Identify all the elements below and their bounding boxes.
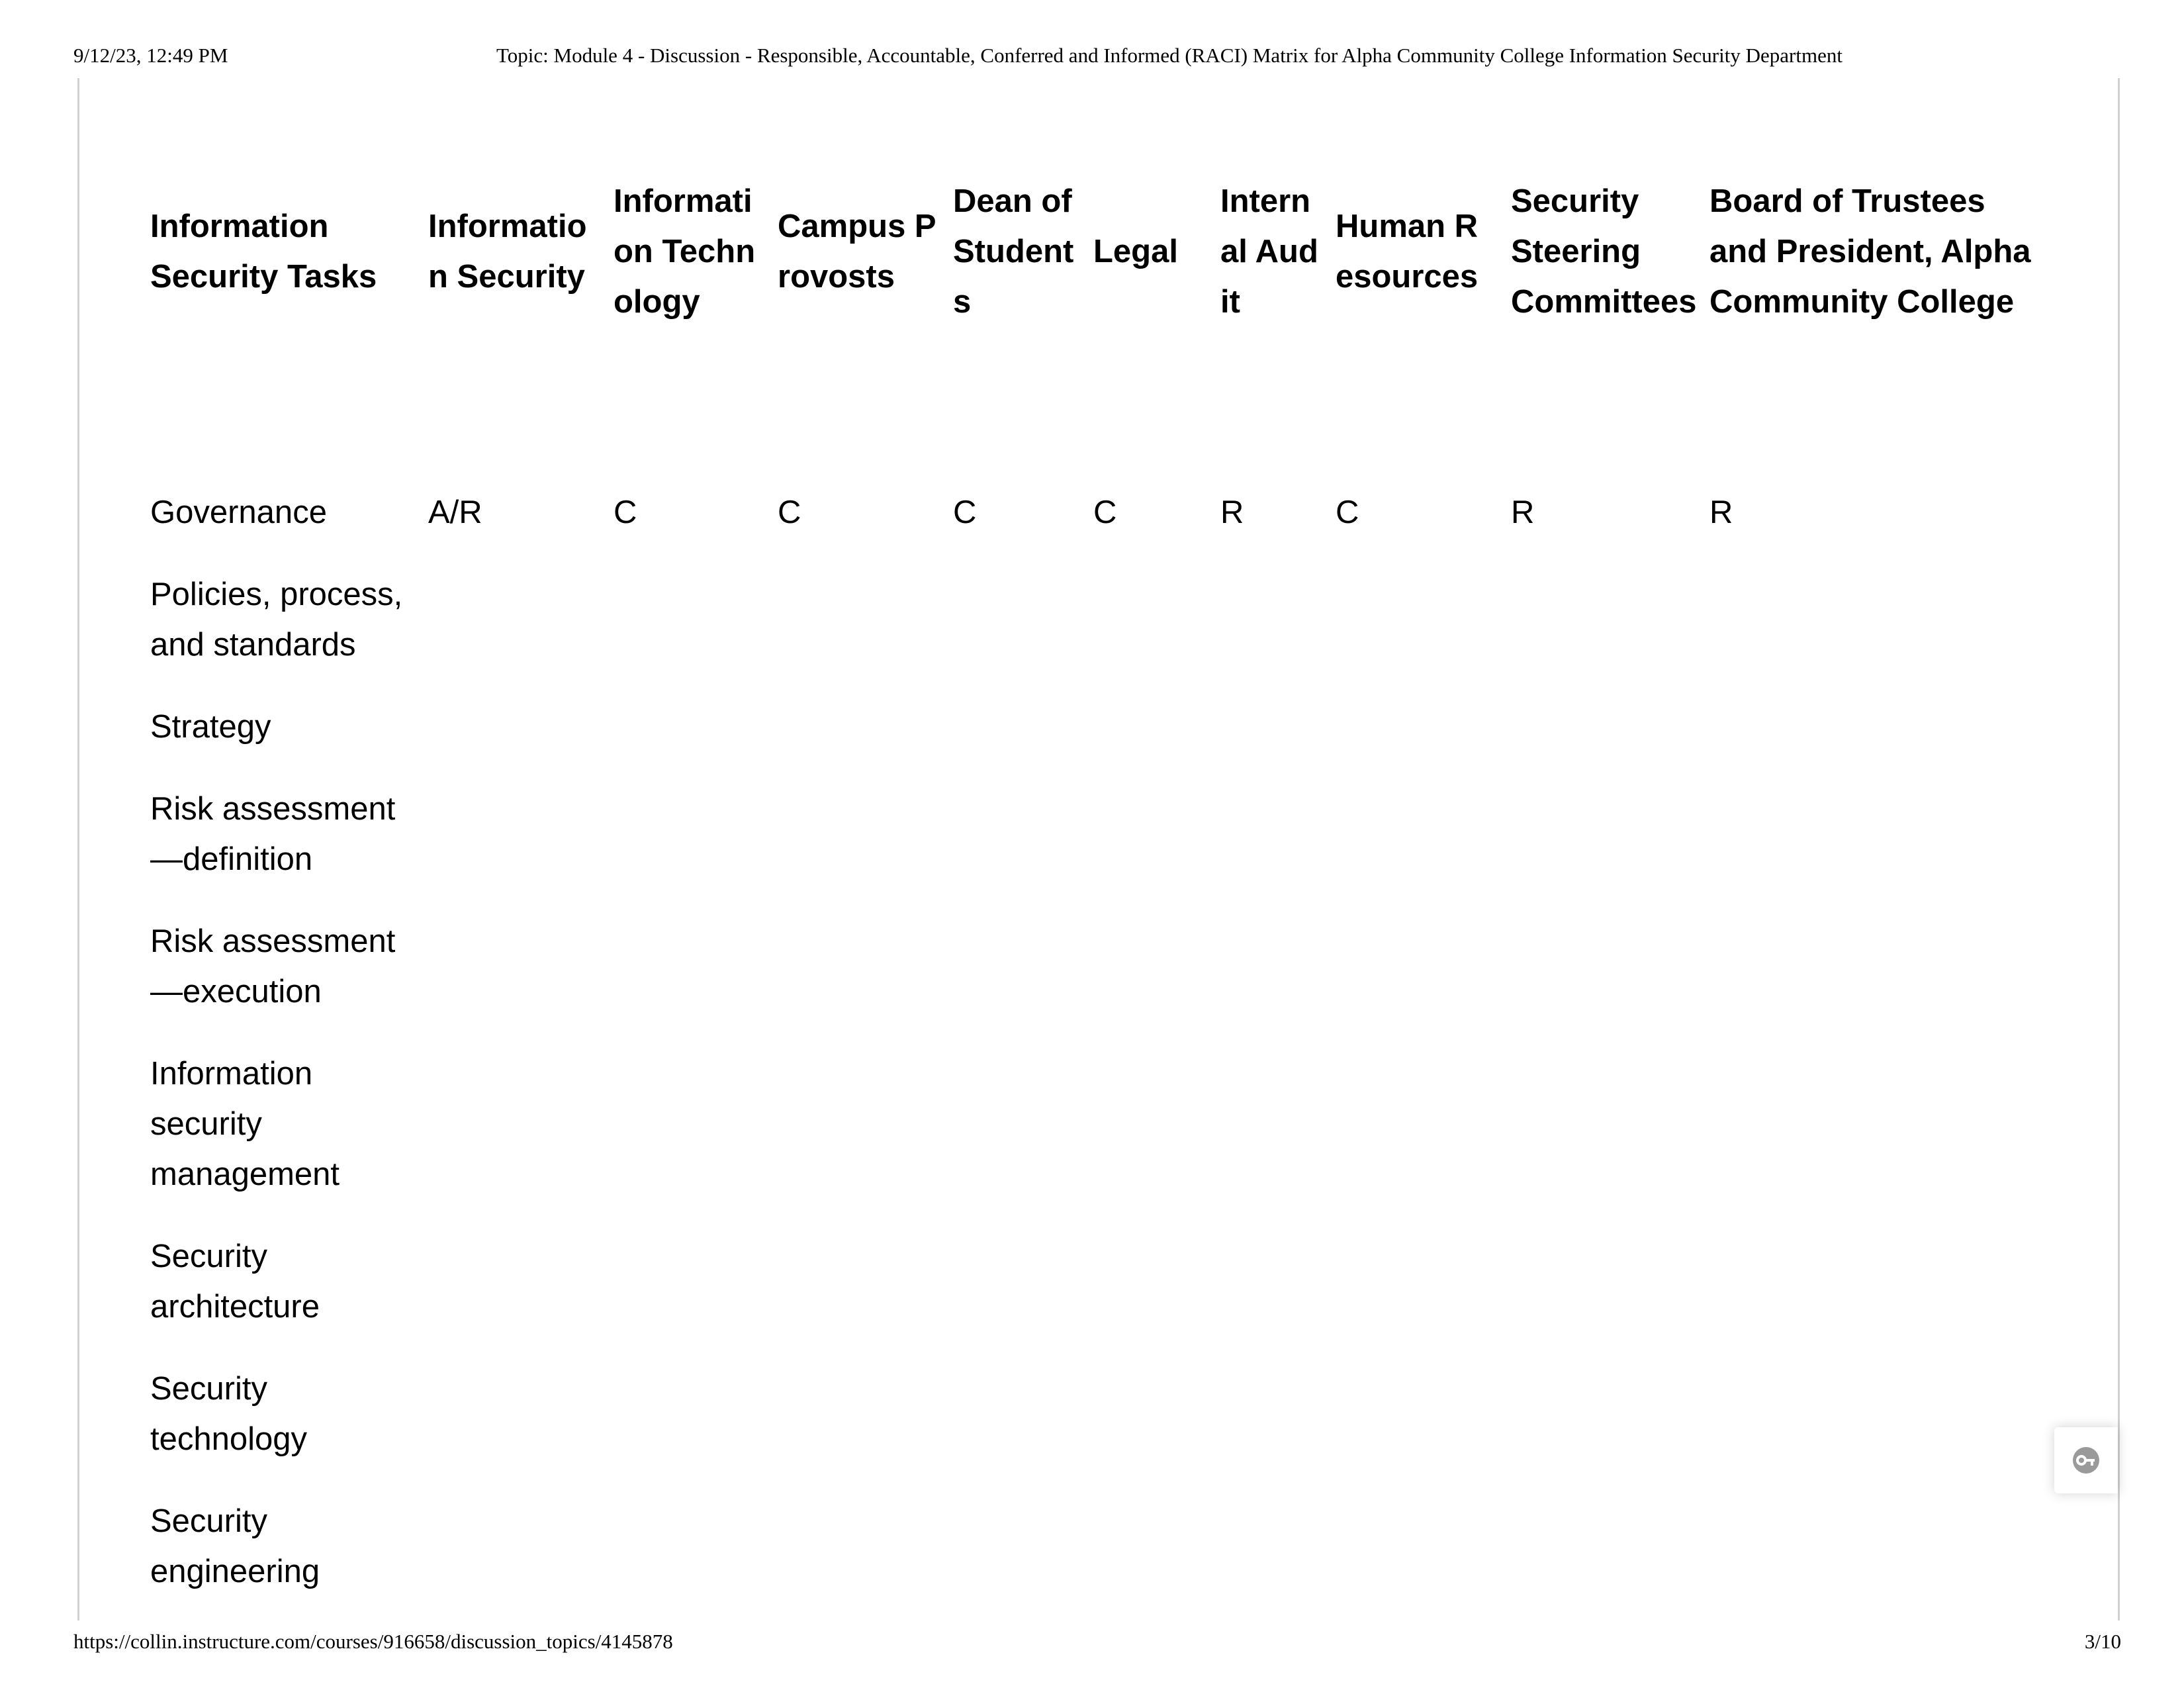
raci-cell bbox=[1328, 686, 1503, 768]
raci-cell bbox=[1212, 1215, 1328, 1348]
raci-cell bbox=[1212, 553, 1328, 686]
raci-cell bbox=[770, 1480, 945, 1613]
table-row bbox=[142, 1348, 2042, 1480]
table-row bbox=[142, 1480, 2042, 1613]
print-datetime: 9/12/23, 12:49 PM bbox=[73, 44, 228, 67]
raci-cell bbox=[1085, 900, 1212, 1033]
raci-cell bbox=[420, 1348, 606, 1480]
column-header: Information Technology bbox=[614, 183, 756, 320]
raci-cell: R bbox=[1709, 494, 1733, 530]
raci-cell bbox=[606, 900, 770, 1033]
column-header: Legal bbox=[1093, 234, 1178, 269]
raci-cell: C bbox=[614, 494, 637, 530]
raci-cell bbox=[1085, 553, 1212, 686]
key-icon bbox=[2071, 1446, 2101, 1475]
raci-cell bbox=[945, 1215, 1085, 1348]
raci-cell bbox=[420, 686, 606, 768]
raci-cell bbox=[1212, 1348, 1328, 1480]
table-row bbox=[142, 686, 2042, 768]
print-header bbox=[0, 41, 2184, 70]
raci-cell bbox=[1503, 1480, 1702, 1613]
task-cell: Information security management bbox=[150, 1056, 340, 1192]
raci-cell: A/R bbox=[428, 494, 482, 530]
raci-cell bbox=[420, 900, 606, 1033]
raci-cell bbox=[1702, 1215, 2042, 1348]
raci-cell bbox=[606, 1215, 770, 1348]
raci-cell bbox=[770, 768, 945, 900]
raci-cell bbox=[1702, 1033, 2042, 1215]
raci-cell: C bbox=[1336, 494, 1359, 530]
raci-cell bbox=[770, 686, 945, 768]
raci-cell: C bbox=[778, 494, 801, 530]
raci-cell bbox=[1702, 768, 2042, 900]
raci-cell bbox=[945, 1480, 1085, 1613]
raci-cell bbox=[1085, 1215, 1212, 1348]
raci-cell bbox=[1503, 1215, 1702, 1348]
raci-cell bbox=[945, 553, 1085, 686]
table-row bbox=[142, 900, 2042, 1033]
task-cell: Governance bbox=[150, 494, 327, 530]
task-cell: Security technology bbox=[150, 1371, 308, 1457]
raci-cell bbox=[1085, 1348, 1212, 1480]
raci-cell bbox=[770, 1033, 945, 1215]
table-row bbox=[142, 404, 2042, 553]
raci-cell bbox=[1212, 768, 1328, 900]
raci-cell bbox=[1503, 768, 1702, 900]
raci-cell bbox=[1702, 1348, 2042, 1480]
task-cell: Security architecture bbox=[150, 1239, 320, 1325]
raci-cell bbox=[770, 1348, 945, 1480]
table-row bbox=[142, 768, 2042, 900]
raci-cell bbox=[945, 900, 1085, 1033]
print-page-number: 3/10 bbox=[2084, 1630, 2121, 1653]
raci-cell bbox=[1212, 900, 1328, 1033]
print-url: https://collin.instructure.com/courses/916658/discussion_topics/4145878 bbox=[73, 1630, 673, 1653]
raci-cell bbox=[770, 900, 945, 1033]
raci-cell bbox=[1085, 768, 1212, 900]
table-row bbox=[142, 553, 2042, 686]
help-widget-button[interactable] bbox=[2054, 1427, 2118, 1493]
raci-cell: C bbox=[1093, 494, 1117, 530]
task-cell: Security engineering bbox=[150, 1503, 320, 1589]
column-header: Information Security Tasks bbox=[150, 209, 377, 295]
raci-cell bbox=[1503, 1033, 1702, 1215]
raci-cell bbox=[945, 768, 1085, 900]
raci-cell bbox=[420, 1033, 606, 1215]
raci-cell bbox=[606, 553, 770, 686]
table-header-row bbox=[142, 99, 2042, 404]
raci-cell bbox=[1328, 900, 1503, 1033]
raci-cell bbox=[1085, 1480, 1212, 1613]
raci-cell bbox=[1503, 686, 1702, 768]
raci-cell bbox=[1702, 900, 2042, 1033]
print-page-title: Topic: Module 4 - Discussion - Responsible, Accountable, Conferred and Informed (RACI) Matrix for Alpha Community College Information Security Department bbox=[496, 44, 1843, 67]
raci-cell bbox=[945, 686, 1085, 768]
column-header: Security Steering Committees bbox=[1511, 183, 1697, 320]
raci-cell bbox=[1212, 686, 1328, 768]
raci-cell: C bbox=[953, 494, 977, 530]
raci-cell bbox=[606, 1348, 770, 1480]
table-row bbox=[142, 1033, 2042, 1215]
task-cell: Policies, process, and standards bbox=[150, 577, 403, 663]
raci-cell bbox=[606, 686, 770, 768]
raci-cell bbox=[1702, 553, 2042, 686]
raci-cell bbox=[1702, 686, 2042, 768]
column-header: Board of Trustees and President, Alpha Community College bbox=[1709, 183, 2031, 320]
content-frame-left-border bbox=[77, 78, 79, 1620]
raci-cell bbox=[1085, 686, 1212, 768]
raci-cell bbox=[945, 1348, 1085, 1480]
raci-cell: R bbox=[1220, 494, 1244, 530]
raci-cell: R bbox=[1511, 494, 1535, 530]
raci-cell bbox=[945, 1033, 1085, 1215]
column-header: Campus Provosts bbox=[778, 209, 936, 295]
content-frame-right-border bbox=[2118, 78, 2120, 1620]
raci-cell bbox=[1212, 1480, 1328, 1613]
raci-cell bbox=[606, 1033, 770, 1215]
raci-matrix-table bbox=[142, 99, 2042, 1613]
raci-cell bbox=[420, 1480, 606, 1613]
raci-cell bbox=[770, 1215, 945, 1348]
raci-cell bbox=[1503, 553, 1702, 686]
raci-cell bbox=[1085, 1033, 1212, 1215]
raci-cell bbox=[1702, 1480, 2042, 1613]
raci-cell bbox=[1328, 553, 1503, 686]
raci-cell bbox=[420, 768, 606, 900]
task-cell: Risk assessment—definition bbox=[150, 791, 396, 877]
raci-cell bbox=[606, 1480, 770, 1613]
raci-cell bbox=[1503, 900, 1702, 1033]
raci-cell bbox=[1503, 1348, 1702, 1480]
raci-cell bbox=[606, 768, 770, 900]
raci-cell bbox=[1328, 1215, 1503, 1348]
column-header: Human Resources bbox=[1336, 209, 1479, 295]
raci-cell bbox=[770, 553, 945, 686]
table-row bbox=[142, 1215, 2042, 1348]
column-header: Dean of Students bbox=[953, 183, 1074, 320]
raci-cell bbox=[1328, 1348, 1503, 1480]
column-header: Information Security bbox=[428, 209, 587, 295]
column-header: Internal Audit bbox=[1220, 183, 1318, 320]
task-cell: Strategy bbox=[150, 709, 271, 745]
raci-cell bbox=[1328, 768, 1503, 900]
raci-cell bbox=[1328, 1033, 1503, 1215]
print-footer bbox=[0, 1627, 2184, 1656]
task-cell: Risk assessment—execution bbox=[150, 923, 396, 1009]
raci-cell bbox=[420, 1215, 606, 1348]
raci-cell bbox=[1212, 1033, 1328, 1215]
raci-cell bbox=[1328, 1480, 1503, 1613]
raci-cell bbox=[420, 553, 606, 686]
